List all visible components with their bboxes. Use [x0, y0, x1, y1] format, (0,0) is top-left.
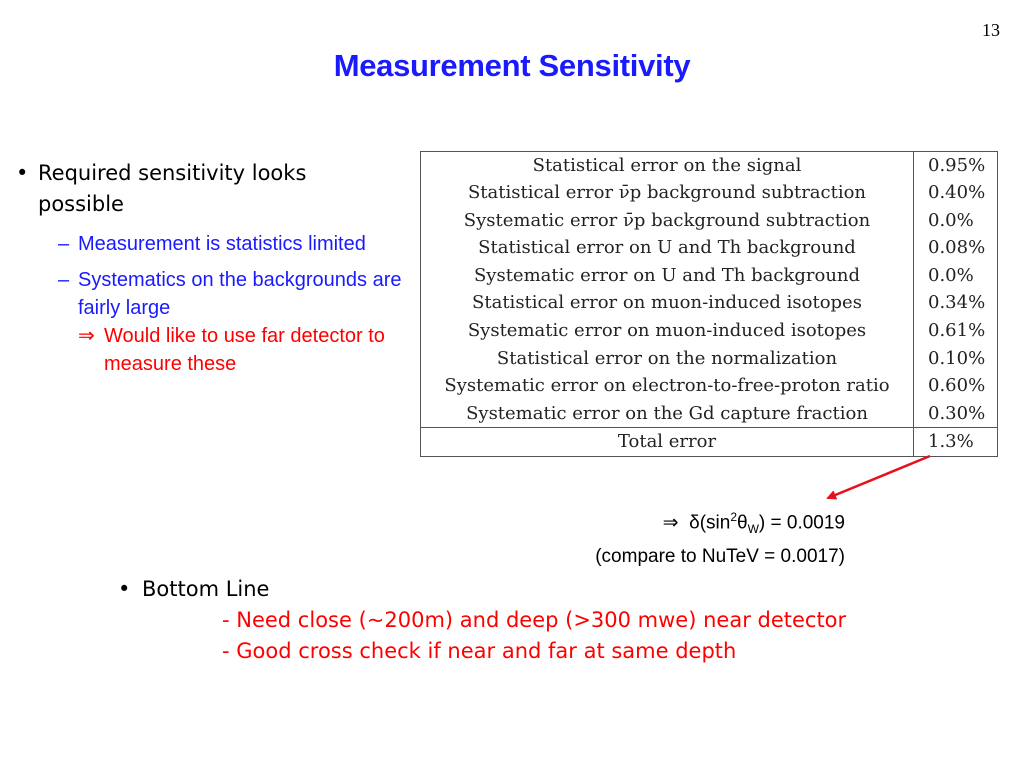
bullet-dash: – — [58, 233, 70, 255]
comparison-line: (compare to NuTeV = 0.0017) — [595, 546, 845, 568]
formula-open: (sin — [699, 512, 731, 534]
bottom-line-item: - Need close (~200m) and deep (>300 mwe) near detector — [222, 608, 847, 632]
implies-icon: ⇒ — [662, 512, 679, 534]
error-value: 0.60% — [928, 375, 986, 397]
page-number: 13 — [982, 20, 1000, 40]
error-description: Statistical error on the signal — [421, 152, 914, 180]
sensitivity-line — [520, 504, 845, 543]
error-description: Systematic error on muon-induced isotopes — [421, 317, 914, 345]
error-value: 0.0% — [928, 264, 974, 286]
error-value: 0.95% — [928, 154, 986, 176]
formula-close: ) = 0.0019 — [758, 512, 845, 534]
bullet-dot: • — [118, 577, 131, 601]
total-value: 1.3% — [914, 428, 998, 457]
error-value: 0.61% — [928, 319, 986, 341]
implication-text: Would like to use far detector to measure these — [104, 325, 385, 375]
error-description: Systematic error on the Gd capture fraction — [421, 400, 914, 428]
total-label: Total error — [421, 428, 914, 457]
error-description: Systematic error on electron-to-free-proton ratio — [421, 372, 914, 400]
bottom-line-text: Bottom Line — [142, 577, 270, 601]
error-value: 0.30% — [928, 402, 986, 424]
sub-bullet-text: Measurement is statistics limited — [78, 233, 366, 255]
error-value: 0.08% — [928, 237, 986, 259]
sub-bullet-text: Systematics on the backgrounds are fairly large — [78, 269, 402, 319]
error-value: 0.10% — [928, 347, 986, 369]
error-description: Statistical error on muon-induced isotopes — [421, 290, 914, 318]
slide-title: Measurement Sensitivity — [333, 48, 691, 83]
bottom-line-heading — [118, 574, 846, 605]
bullet-dash: – — [58, 269, 70, 291]
main-bullet-text: Required sensitivity looks possible — [38, 161, 307, 216]
error-description: Statistical error on U and Th background — [421, 235, 914, 263]
error-description: Statistical error ν̄p background subtraction — [421, 180, 914, 208]
bullet-dot: • — [16, 161, 29, 185]
error-description: Systematic error on U and Th background — [421, 262, 914, 290]
implies-arrow-icon: ⇒ — [78, 325, 95, 347]
bottom-line-item: - Good cross check if near and far at same depth — [222, 639, 737, 663]
error-description: Systematic error ν̄p background subtraction — [421, 207, 914, 235]
delta-symbol: δ — [689, 512, 700, 534]
formula-subscript: W — [747, 522, 759, 537]
bottom-line-section — [118, 574, 846, 667]
error-description: Statistical error on the normalization — [421, 345, 914, 373]
error-value: 0.34% — [928, 292, 986, 314]
theta-symbol: θ — [737, 512, 748, 534]
formula-superscript: 2 — [730, 510, 737, 524]
error-value: 0.40% — [928, 182, 986, 204]
result-formula — [520, 504, 845, 570]
error-value: 0.0% — [928, 209, 974, 231]
